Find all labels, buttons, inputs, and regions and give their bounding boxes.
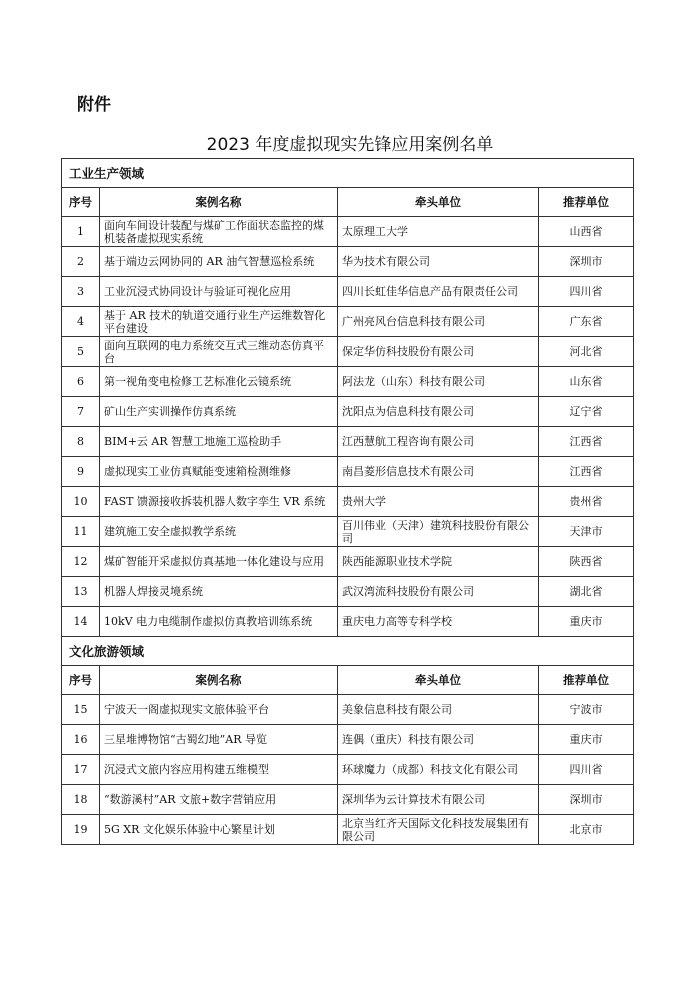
section-title: 文化旅游领域 [62, 637, 634, 666]
cell-name: 第一视角变电检修工艺标准化云镜系统 [100, 367, 338, 397]
cell-rec: 陕西省 [539, 547, 634, 577]
cell-lead: 连偶（重庆）科技有限公司 [338, 725, 539, 755]
cell-rec: 北京市 [539, 815, 634, 845]
cell-no: 16 [62, 725, 100, 755]
cell-lead: 四川长虹佳华信息产品有限责任公司 [338, 277, 539, 307]
table-row [62, 217, 634, 247]
cell-rec: 广东省 [539, 307, 634, 337]
table-row [62, 277, 634, 307]
cell-rec: 宁波市 [539, 695, 634, 725]
cell-no: 4 [62, 307, 100, 337]
cell-rec: 山西省 [539, 217, 634, 247]
cell-rec: 贵州省 [539, 487, 634, 517]
cell-rec: 深圳市 [539, 247, 634, 277]
table-row [62, 755, 634, 785]
cell-rec: 四川省 [539, 277, 634, 307]
section-header-row [62, 637, 634, 666]
cell-name: 5G XR 文化娱乐体验中心繁星计划 [100, 815, 338, 845]
cell-no: 19 [62, 815, 100, 845]
column-header-rec: 推荐单位 [539, 666, 634, 695]
cell-name: 建筑施工安全虚拟教学系统 [100, 517, 338, 547]
cell-rec: 重庆市 [539, 725, 634, 755]
cell-no: 5 [62, 337, 100, 367]
cell-lead: 南昌菱形信息技术有限公司 [338, 457, 539, 487]
cell-name: 10kV 电力电缆制作虚拟仿真教培训练系统 [100, 607, 338, 637]
cell-lead: 保定华仿科技股份有限公司 [338, 337, 539, 367]
cell-name: FAST 馈源接收拆装机器人数字孪生 VR 系统 [100, 487, 338, 517]
column-header-name: 案例名称 [100, 666, 338, 695]
cell-no: 1 [62, 217, 100, 247]
table-row [62, 487, 634, 517]
cell-no: 13 [62, 577, 100, 607]
cell-name: 煤矿智能开采虚拟仿真基地一体化建设与应用 [100, 547, 338, 577]
cell-rec: 重庆市 [539, 607, 634, 637]
cell-name: 基于 AR 技术的轨道交通行业生产运维数智化平台建设 [100, 307, 338, 337]
cell-no: 3 [62, 277, 100, 307]
document-title: 2023 年度虚拟现实先锋应用案例名单 [206, 135, 494, 155]
cell-lead: 太原理工大学 [338, 217, 539, 247]
cell-lead: 武汉湾流科技股份有限公司 [338, 577, 539, 607]
cell-lead: 陕西能源职业技术学院 [338, 547, 539, 577]
column-header-row [62, 188, 634, 217]
table-row [62, 457, 634, 487]
cell-lead: 沈阳点为信息科技有限公司 [338, 397, 539, 427]
cell-name: 机器人焊接灵境系统 [100, 577, 338, 607]
cell-name: 面向车间设计装配与煤矿工作面状态监控的煤机装备虚拟现实系统 [100, 217, 338, 247]
table-row [62, 695, 634, 725]
cell-name: 宁波天一阁虚拟现实文旅体验平台 [100, 695, 338, 725]
cell-rec: 河北省 [539, 337, 634, 367]
cell-lead: 美象信息科技有限公司 [338, 695, 539, 725]
table-row [62, 547, 634, 577]
cell-name: 三星堆博物馆“古蜀幻地”AR 导览 [100, 725, 338, 755]
cell-no: 15 [62, 695, 100, 725]
cell-name: 矿山生产实训操作仿真系统 [100, 397, 338, 427]
column-header-name: 案例名称 [100, 188, 338, 217]
cell-lead: 北京当红齐天国际文化科技发展集团有限公司 [338, 815, 539, 845]
table-row [62, 427, 634, 457]
cell-rec: 湖北省 [539, 577, 634, 607]
table-row [62, 367, 634, 397]
cell-rec: 天津市 [539, 517, 634, 547]
cell-lead: 贵州大学 [338, 487, 539, 517]
cell-name: 沉浸式文旅内容应用构建五维模型 [100, 755, 338, 785]
case-list-table [61, 158, 634, 845]
cell-no: 10 [62, 487, 100, 517]
column-header-no: 序号 [62, 188, 100, 217]
cell-no: 8 [62, 427, 100, 457]
cell-rec: 深圳市 [539, 785, 634, 815]
cell-lead: 重庆电力高等专科学校 [338, 607, 539, 637]
table-row [62, 785, 634, 815]
cell-lead: 广州亮风台信息科技有限公司 [338, 307, 539, 337]
table-row [62, 247, 634, 277]
cell-lead: 江西慧航工程咨询有限公司 [338, 427, 539, 457]
cell-lead: 环球魔力（成都）科技文化有限公司 [338, 755, 539, 785]
table-row [62, 725, 634, 755]
column-header-lead: 牵头单位 [338, 666, 539, 695]
table-row [62, 397, 634, 427]
cell-no: 2 [62, 247, 100, 277]
cell-rec: 四川省 [539, 755, 634, 785]
cell-name: “数游溪村”AR 文旅+数字营销应用 [100, 785, 338, 815]
cell-name: 面向互联网的电力系统交互式三维动态仿真平台 [100, 337, 338, 367]
cell-no: 12 [62, 547, 100, 577]
cell-lead: 阿法龙（山东）科技有限公司 [338, 367, 539, 397]
cell-no: 6 [62, 367, 100, 397]
cell-no: 17 [62, 755, 100, 785]
column-header-no: 序号 [62, 666, 100, 695]
cell-lead: 百川伟业（天津）建筑科技股份有限公司 [338, 517, 539, 547]
cell-lead: 华为技术有限公司 [338, 247, 539, 277]
cell-name: 虚拟现实工业仿真赋能变速箱检测维修 [100, 457, 338, 487]
attachment-label: 附件 [77, 95, 111, 115]
cell-no: 7 [62, 397, 100, 427]
table-row [62, 307, 634, 337]
cell-rec: 辽宁省 [539, 397, 634, 427]
cell-no: 11 [62, 517, 100, 547]
table-row [62, 337, 634, 367]
table-row [62, 517, 634, 547]
column-header-rec: 推荐单位 [539, 188, 634, 217]
cell-no: 14 [62, 607, 100, 637]
section-title: 工业生产领域 [62, 159, 634, 188]
cell-no: 18 [62, 785, 100, 815]
cell-name: 基于端边云网协同的 AR 油气智慧巡检系统 [100, 247, 338, 277]
cell-no: 9 [62, 457, 100, 487]
table-row [62, 815, 634, 845]
column-header-lead: 牵头单位 [338, 188, 539, 217]
column-header-row [62, 666, 634, 695]
section-header-row [62, 159, 634, 188]
table-row [62, 607, 634, 637]
table-row [62, 577, 634, 607]
cell-name: BIM+云 AR 智慧工地施工巡检助手 [100, 427, 338, 457]
cell-name: 工业沉浸式协同设计与验证可视化应用 [100, 277, 338, 307]
cell-rec: 江西省 [539, 457, 634, 487]
cell-rec: 山东省 [539, 367, 634, 397]
cell-lead: 深圳华为云计算技术有限公司 [338, 785, 539, 815]
cell-rec: 江西省 [539, 427, 634, 457]
